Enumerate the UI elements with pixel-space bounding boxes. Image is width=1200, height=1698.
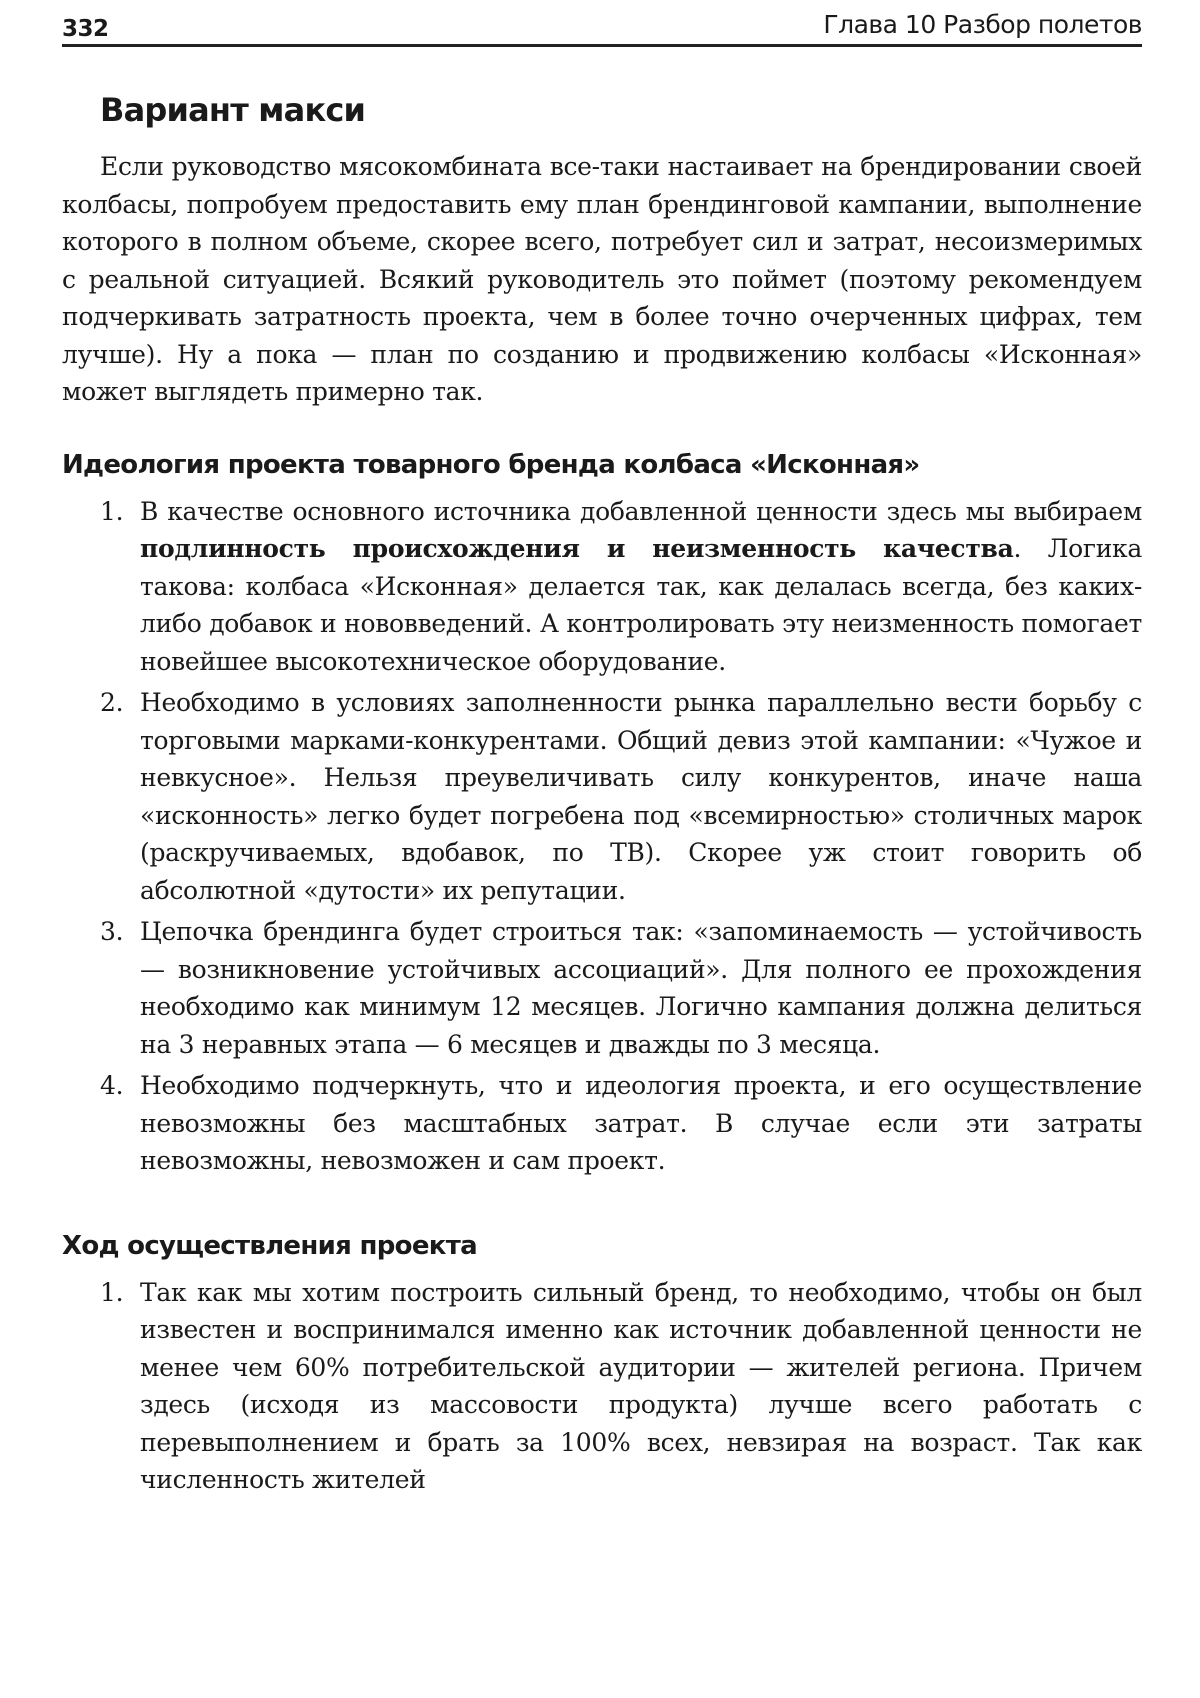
ideology-list [62,493,1142,1180]
list-item [62,493,1142,681]
item-text-end: . Логика такова: колбаса «Исконная» делается так, как делалась всегда, без каких-либо добавок и нововведений. А контролировать эту неизменность помогает новейшее высокотехническое оборудование. [140,534,1142,676]
page-number: 332 [62,16,109,42]
item-number: 3. [100,917,124,946]
implementation-list [62,1274,1142,1499]
item-number: 1. [100,496,124,526]
item-text: Цепочка брендинга будет строиться так: «запоминаемость — устойчивость — возникновение устойчивых ассоциаций». Для полного ее прохождения необходимо как минимум 12 месяцев. Логично кампания должна делиться на 3 неравных этапа — 6 месяцев и дважды по 3 месяца. [140,917,1142,1059]
item-text: Так как мы хотим построить сильный бренд, то необходимо, чтобы он был известен и воспринимался именно как источник добавленной ценности не менее чем 60% потребительской аудитории — жителей региона. Причем здесь (исходя из массовости продукта) лучше всего работать с перевыполнением и брать за 100% всех, невзирая на возраст. Так как численность жителей [140,1277,1142,1494]
item-number: 4. [100,1071,124,1100]
list-item [62,1067,1142,1180]
list-item [62,684,1142,909]
section-title: Вариант макси [100,91,366,129]
list-item [62,913,1142,1063]
item-text: Необходимо подчеркнуть, что и идеология проекта, и его осуществление невозможны без масштабных затрат. В случае если эти затраты невозможны, невозможен и сам проект. [140,1071,1142,1175]
chapter-title: Глава 10 Разбор полетов [823,10,1142,39]
intro-paragraph: Если руководство мясокомбината все-таки настаивает на брендировании своей колбасы, попробуем предоставить ему план брендинговой кампании, выполнение которого в полном объеме, скорее всего, потребует сил и затрат, несоизмеримых с реальной ситуацией. Всякий руководитель это поймет (поэтому рекомендуем подчеркивать затратность проекта, чем в более точно очерченных цифрах, тем лучше). Ну а пока — план по созданию и продвижению колбасы «Исконная» может выглядеть примерно так. [62,152,1142,406]
list-item [62,1274,1142,1499]
implementation-heading: Ход осуществления проекта [62,1230,477,1261]
item-number: 1. [100,1277,124,1307]
item-text: Необходимо в условиях заполненности рынка параллельно вести борьбу с торговыми марками-конкурентами. Общий девиз этой кампании: «Чужое и невкусное». Нельзя преувеличивать силу конкурентов, иначе наша «исконность» легко будет погребена под «всемирностью» столичных марок (раскручиваемых, вдобавок, по ТВ). Скорее уж стоит говорить об абсолютной «дутости» их репутации. [140,688,1142,905]
item-text-start: В качестве основного источника добавленной ценности здесь мы выбираем [140,496,1142,526]
running-header [62,4,1142,47]
page-content [62,86,1142,1503]
item-text-bold: подлинность происхождения и неизменность качества [140,534,1014,563]
ideology-heading: Идеология проекта товарного бренда колбаса «Исконная» [62,449,920,480]
item-number: 2. [100,688,124,717]
